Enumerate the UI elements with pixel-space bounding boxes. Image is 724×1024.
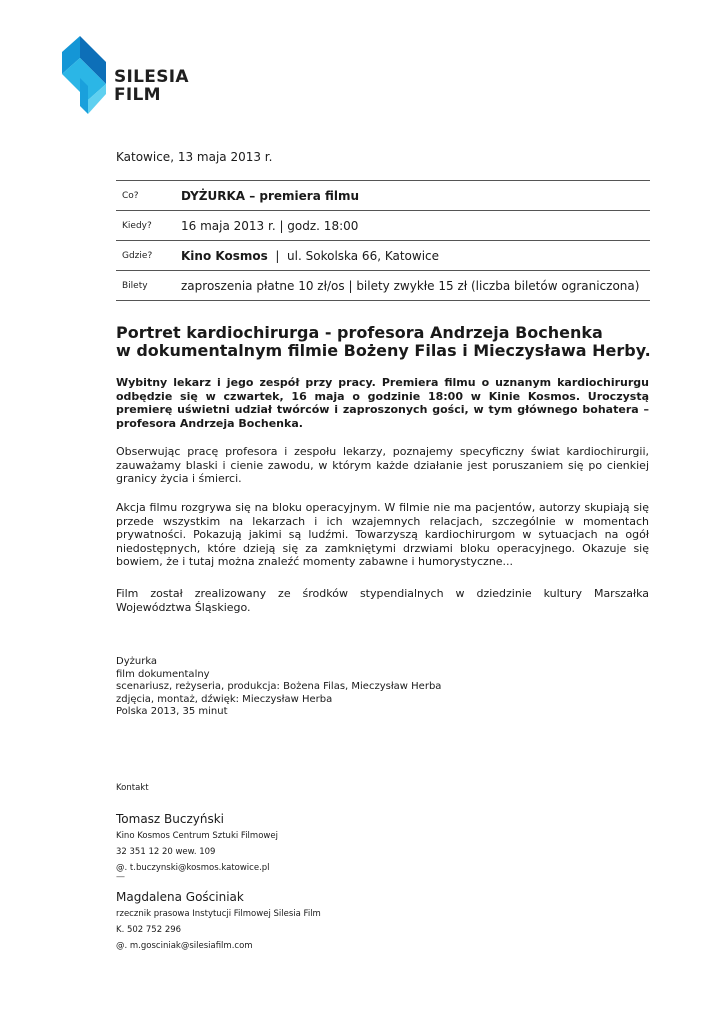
info-value: Kino Kosmos | ul. Sokolska 66, Katowice [181,248,440,263]
contact-card [116,812,278,876]
info-value: zaproszenia płatne 10 zł/os | bilety zwykłe 15 zł (liczba biletów ograniczona) [181,278,640,293]
headline-line-2: w dokumentalnym filmie Bożeny Filas i Mieczysława Herby. [116,341,651,360]
contact-email[interactable]: @. t.buczynski@kosmos.katowice.pl [116,863,270,873]
press-headline [116,324,656,360]
contact-name: Tomasz Buczyński [116,812,225,826]
logo-mark-icon [62,36,122,116]
contact-card [116,890,321,954]
info-value: 16 maja 2013 r. | godz. 18:00 [181,218,359,233]
info-label: Kiedy? [122,220,152,231]
contact-org: rzecznik prasowa Instytucji Filmowej Silesia Film [116,909,321,919]
contact-name: Magdalena Gościniak [116,890,244,904]
body-paragraph: Film został zrealizowany ze środków stypendialnych w dziedzinie kultury Marszałka Województwa Śląskiego. [116,587,649,614]
credit-line: Polska 2013, 35 minut [116,706,228,718]
info-row-where [116,241,650,271]
credit-line: zdjęcia, montaż, dźwięk: Mieczysław Herba [116,693,333,705]
info-row-tickets [116,271,650,301]
credit-line: scenariusz, reżyseria, produkcja: Bożena Filas, Mieczysław Herba [116,681,442,693]
contact-org: Kino Kosmos Centrum Sztuki Filmowej [116,831,278,841]
body-paragraph: Akcja filmu rozgrywa się na bloku operacyjnym. W filmie nie ma pacjentów, autorzy skupiają się przede wszystkim na lekarzach i ich wzajemnych relacjach, szczególnie w momentach prywatności. Pokazują jakimi są ludźmi. Towarzyszą kardiochirurgom w sytuacjach na ogół niedostępnych, które dzieją się za zamkniętymi drzwiami bloku operacyjnego. Okazuje się bowiem, że i tutaj można znaleźć momenty zabawne i humorystyczne... [116,501,649,569]
contact-heading: Kontakt [116,783,149,793]
film-credits [116,656,441,719]
info-row-when [116,211,650,241]
info-row-what [116,181,650,211]
contact-email[interactable]: @. m.gosciniak@silesiafilm.com [116,941,253,951]
document-date: Katowice, 13 maja 2013 r. [116,150,273,164]
contact-phone: 32 351 12 20 wew. 109 [116,847,216,857]
body-paragraph: Obserwując pracę profesora i zespołu lekarzy, poznajemy specyficzny świat kardiochirurgii, zauważamy blaski i cienie zawodu, w którym każde działanie jest poruszaniem się po cienkiej granicy życia i śmierci. [116,445,649,486]
logo-line-1: SILESIA [114,67,189,87]
credit-line: film dokumentalny [116,668,210,680]
info-value: DYŻURKA – premiera filmu [181,188,360,203]
logo-wordmark [114,68,189,104]
info-label: Co? [122,190,139,201]
event-info-table [116,180,650,301]
lead-paragraph: Wybitny lekarz i jego zespół przy pracy. Premiera filmu o uznanym kardiochirurgu odbędzie się w czwartek, 16 maja o godzinie 18:00 w Kinie Kosmos. Uroczystą premierę uświetni udział twórców i zaproszonych gości, w tym głównego bohatera – profesora Andrzeja Bochenka. [116,376,649,430]
contact-phone: K. 502 752 296 [116,925,182,935]
contact-separator: — [116,872,125,882]
credit-line: Dyżurka [116,656,158,667]
info-label: Gdzie? [122,250,153,261]
logo-line-2: FILM [114,85,161,105]
info-label: Bilety [122,280,148,291]
headline-line-1: Portret kardiochirurga - profesora Andrzeja Bochenka [116,323,603,342]
